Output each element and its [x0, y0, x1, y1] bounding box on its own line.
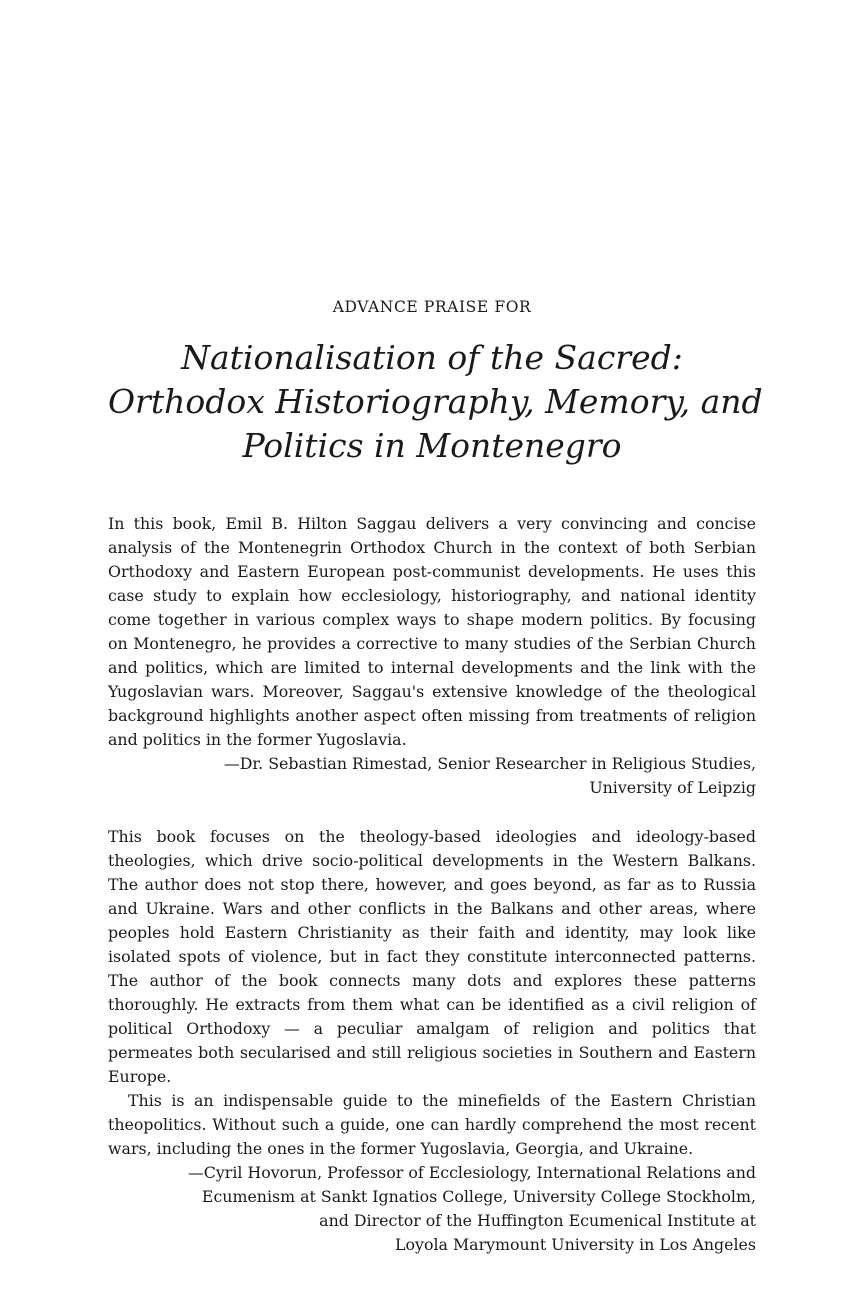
book-title [108, 336, 763, 468]
advance-praise-heading: ADVANCE PRAISE FOR [332, 298, 532, 316]
book-title-line: Politics in Montenegro [242, 426, 622, 465]
review-attribution [108, 1161, 756, 1257]
attribution-line: and Director of the Huffington Ecumenical Institute at [319, 1211, 756, 1230]
review-rimestad [108, 512, 756, 800]
review-paragraph: This is an indispensable guide to the minefields of the Eastern Christian theopolitics. Without such a guide, one can hardly comprehend the most recent wars, including the ones in the former Yugoslavia, Georgia, and Ukraine. [108, 1091, 756, 1158]
attribution-line: University of Leipzig [589, 778, 756, 797]
review-attribution [108, 752, 756, 800]
attribution-line: Ecumenism at Sankt Ignatios College, University College Stockholm, [201, 1187, 756, 1206]
attribution-line: —Dr. Sebastian Rimestad, Senior Researcher in Religious Studies, [223, 754, 756, 773]
book-title-line: Nationalisation of the Sacred: [181, 338, 683, 377]
attribution-line: —Cyril Hovorun, Professor of Ecclesiology, International Relations and [187, 1163, 756, 1182]
review-paragraph: In this book, Emil B. Hilton Saggau delivers a very convincing and concise analysis of the Montenegrin Orthodox Church in the context of both Serbian Orthodoxy and Eastern European post-communist developments. He uses this case study to explain how ecclesiology, historiography, and national identity come together in various complex ways to shape modern politics. By focusing on Montenegro, he provides a corrective to many studies of the Serbian Church and politics, which are limited to internal developments and the link with the Yugoslavian wars. Moreover, Saggau's extensive knowledge of the theological background highlights another aspect often missing from treatments of religion and politics in the former Yugoslavia. [108, 514, 756, 749]
review-hovorun [108, 825, 756, 1257]
attribution-line: Loyola Marymount University in Los Angeles [395, 1235, 756, 1254]
review-paragraph: This book focuses on the theology-based ideologies and ideology-based theologies, which drive socio-political developments in the Western Balkans. The author does not stop there, however, and goes beyond, as far as to Russia and Ukraine. Wars and other conflicts in the Balkans and other areas, where peoples hold Eastern Christianity as their faith and identity, may look like isolated spots of violence, but in fact they constitute interconnected patterns. The author of the book connects many dots and explores these patterns thoroughly. He extracts from them what can be identified as a civil religion of political Orthodoxy — a peculiar amalgam of religion and politics that permeates both secularised and still religious societies in Southern and Eastern Europe. [108, 827, 756, 1086]
book-title-line: Orthodox Historiography, Memory, and [108, 382, 763, 421]
